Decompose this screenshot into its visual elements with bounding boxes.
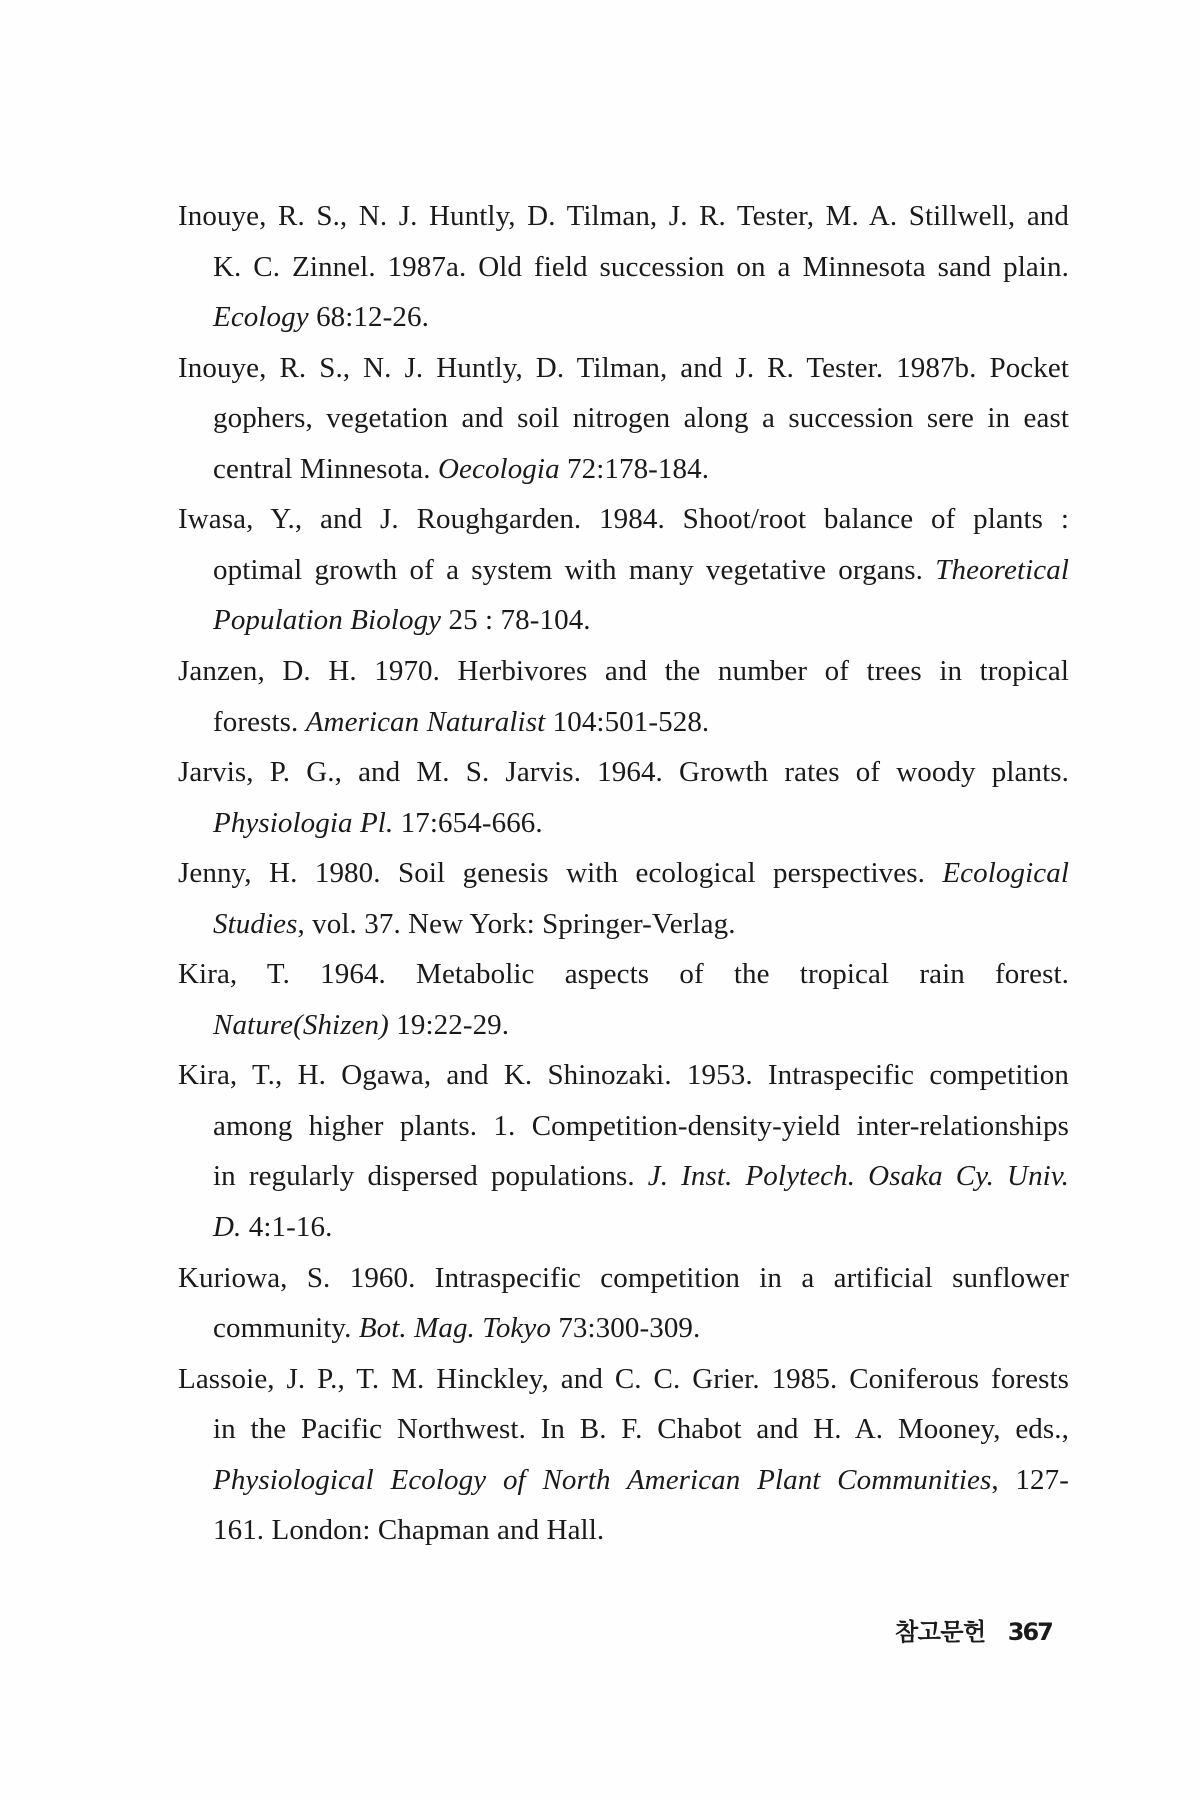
reference-first-line bbox=[178, 1057, 1069, 1093]
reference-continuation-line bbox=[213, 1310, 1069, 1346]
italic-title: D. bbox=[213, 1211, 242, 1243]
reference-continuation-line bbox=[213, 1512, 1069, 1548]
reference-continuation-line bbox=[213, 704, 1069, 740]
reference-text: Kuriowa, S. 1960. Intraspecific competition in a artificial sunflower bbox=[178, 1261, 1069, 1294]
page-footer bbox=[895, 1612, 1052, 1647]
italic-title: Oecologia bbox=[437, 452, 560, 485]
italic-title: Bot. Mag. Tokyo bbox=[358, 1312, 551, 1345]
reference-first-line bbox=[178, 855, 1069, 891]
reference-continuation-line bbox=[213, 400, 1069, 436]
section-title: 참고문헌 bbox=[895, 1618, 986, 1646]
reference-text: Janzen, D. H. 1970. Herbivores and the number of trees in tropical bbox=[178, 654, 1069, 687]
reference-first-line bbox=[178, 653, 1069, 689]
reference-text: Inouye, R. S., N. J. Huntly, D. Tilman, and J. R. Tester. 1987b. Pocket bbox=[178, 351, 1069, 384]
reference-first-line bbox=[178, 1361, 1069, 1397]
reference-text: 72:178-184. bbox=[559, 452, 710, 485]
reference-first-line bbox=[178, 350, 1069, 386]
reference-continuation-line bbox=[213, 1108, 1069, 1144]
reference-first-line bbox=[178, 956, 1069, 992]
italic-title: Nature(Shizen) bbox=[213, 1008, 389, 1041]
reference-text: Inouye, R. S., N. J. Huntly, D. Tilman, J. R. Tester, M. A. Stillwell, and bbox=[178, 200, 1069, 232]
reference-text: optimal growth of a system with many vegetative organs. bbox=[213, 553, 936, 586]
reference-text: 104:501-528. bbox=[545, 705, 710, 738]
reference-continuation-line bbox=[213, 1209, 1069, 1245]
italic-title: Physiologia Pl. bbox=[213, 806, 394, 839]
reference-text: Kira, T. 1964. Metabolic aspects of the tropical rain forest. bbox=[178, 958, 1069, 991]
reference-continuation-line bbox=[213, 805, 1069, 841]
reference-continuation-line bbox=[213, 1158, 1069, 1194]
italic-title: Physiological Ecology of North American Plant Communities bbox=[213, 1463, 992, 1496]
reference-text: Lassoie, J. P., T. M. Hinckley, and C. C. Grier. 1985. Coniferous forests bbox=[178, 1362, 1069, 1395]
italic-title: Ecological bbox=[942, 857, 1069, 890]
reference-text: 25 : 78-104. bbox=[441, 604, 591, 637]
italic-title: American Naturalist bbox=[305, 705, 546, 738]
page-number: 367 bbox=[1007, 1618, 1052, 1646]
italic-title: Studies bbox=[213, 907, 298, 940]
reference-text: , vol. 37. New York: Springer-Verlag. bbox=[297, 907, 736, 940]
reference-text: 68:12-26. bbox=[308, 301, 429, 334]
italic-title: Population Biology bbox=[213, 604, 442, 637]
reference-first-line bbox=[178, 1260, 1069, 1296]
reference-text: in regularly dispersed populations. bbox=[213, 1160, 648, 1193]
reference-first-line bbox=[178, 754, 1069, 790]
italic-title: J. Inst. Polytech. Osaka Cy. Univ. bbox=[647, 1160, 1069, 1193]
reference-first-line bbox=[178, 501, 1069, 537]
italic-title: Theoretical bbox=[935, 553, 1069, 586]
reference-continuation-line bbox=[213, 451, 1069, 487]
reference-text: 161. London: Chapman and Hall. bbox=[213, 1514, 605, 1547]
italic-title: Ecology bbox=[213, 301, 309, 334]
reference-continuation-line bbox=[213, 299, 1069, 335]
reference-continuation-line bbox=[213, 906, 1069, 942]
reference-text: in the Pacific Northwest. In B. F. Chabot and H. A. Mooney, eds., bbox=[213, 1413, 1069, 1446]
reference-text: Jenny, H. 1980. Soil genesis with ecological perspectives. bbox=[178, 857, 943, 890]
reference-first-line bbox=[178, 198, 1069, 234]
reference-text: K. C. Zinnel. 1987a. Old field succession on a Minnesota sand plain. bbox=[213, 250, 1069, 283]
reference-text: 73:300-309. bbox=[550, 1312, 701, 1345]
reference-text: community. bbox=[213, 1312, 359, 1345]
reference-text: 19:22-29. bbox=[388, 1008, 510, 1041]
reference-continuation-line bbox=[213, 552, 1069, 588]
reference-continuation-line bbox=[213, 602, 1069, 638]
reference-continuation-line bbox=[213, 1007, 1069, 1043]
reference-text: gophers, vegetation and soil nitrogen along a succession sere in east bbox=[213, 402, 1069, 435]
reference-text: among higher plants. 1. Competition-density-yield inter-relationships bbox=[213, 1109, 1069, 1142]
reference-text: 17:654-666. bbox=[393, 806, 543, 839]
reference-text: central Minnesota. bbox=[213, 452, 438, 485]
reference-text: Kira, T., H. Ogawa, and K. Shinozaki. 1953. Intraspecific competition bbox=[178, 1059, 1069, 1092]
reference-continuation-line bbox=[213, 249, 1069, 285]
reference-continuation-line bbox=[213, 1462, 1069, 1498]
reference-text: Jarvis, P. G., and M. S. Jarvis. 1964. Growth rates of woody plants. bbox=[178, 756, 1069, 789]
reference-text: Iwasa, Y., and J. Roughgarden. 1984. Shoot/root balance of plants : bbox=[178, 503, 1069, 536]
reference-text: 4:1-16. bbox=[241, 1211, 333, 1243]
reference-text: forests. bbox=[213, 705, 306, 738]
reference-continuation-line bbox=[213, 1411, 1069, 1447]
reference-text: , 127- bbox=[991, 1463, 1069, 1496]
